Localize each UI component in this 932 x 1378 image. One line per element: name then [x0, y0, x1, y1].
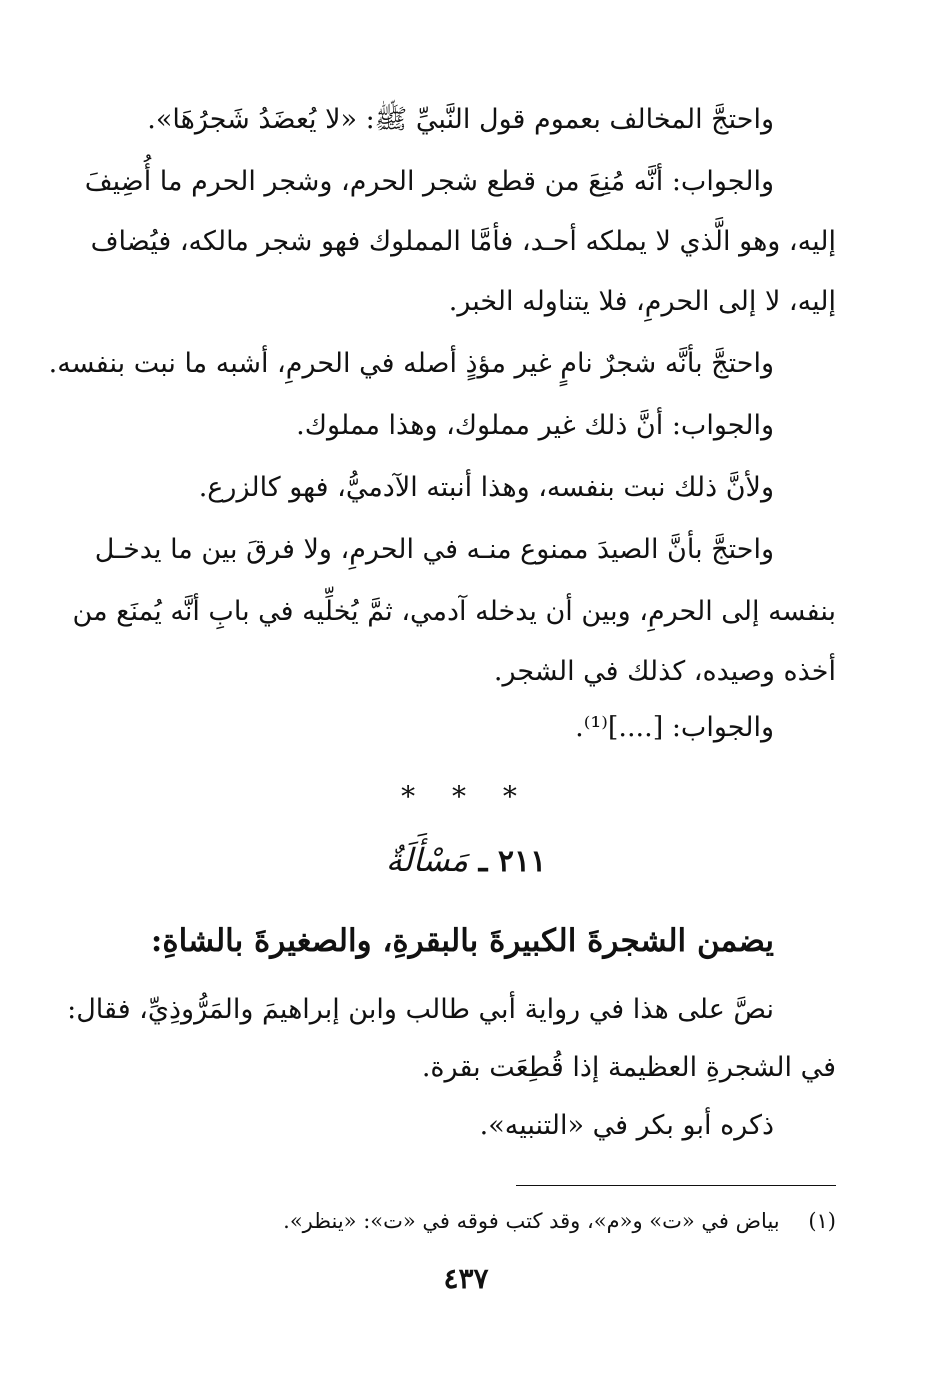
- masala-number: ٢١١ ـ: [478, 844, 547, 879]
- footnote-number: (١): [808, 1209, 836, 1233]
- paragraph-line: والجواب: أنَّه مُنِعَ من قطع شجر الحرم، وشجر الحرم ما أُضِيفَ: [84, 166, 774, 197]
- paragraph-line: واحتجَّ بأنَّ الصيدَ ممنوع منـه في الحرمِ، ولا فرقَ بين ما يدخـل: [94, 534, 774, 565]
- footnote-text: بياض في «ت» و«م»، وقد كتب فوقه في «ت»: «ينظر».: [283, 1209, 780, 1233]
- paragraph-line: واحتجَّ المخالف بعموم قول النَّبيِّ ﷺ: «لا يُعضَدُ شَجرُهَا».: [147, 104, 774, 135]
- paragraph-line: ولأنَّ ذلك نبت بنفسه، وهذا أنبته الآدميُّ، فهو كالزرع.: [198, 472, 774, 503]
- paragraph-line: بنفسه إلى الحرمِ، وبين أن يدخله آدمي، ثمَّ يُخلِّيه في بابِ أنَّه يُمنَع من: [72, 596, 836, 627]
- masala-heading: يضمن الشجرةَ الكبيرةَ بالبقرةِ، والصغيرةَ بالشاةِ:: [150, 923, 774, 959]
- paragraph-line: والجواب: أنَّ ذلك غير مملوك، وهذا مملوك.: [296, 410, 774, 441]
- footnote: [126, 1205, 836, 1237]
- footnote-divider: [516, 1185, 836, 1186]
- paragraph-line: واحتجَّ بأنَّه شجرٌ نامٍ غير مؤذٍ أصله في الحرمِ، أشبه ما نبت بنفسه.: [48, 348, 774, 379]
- page-number: ٤٣٧: [443, 1262, 489, 1295]
- masala-word: مَسْأَلَةٌ: [385, 841, 469, 879]
- masala-title: [0, 838, 932, 884]
- paragraph-line: نصَّ على هذا في رواية أبي طالب وابن إبراهيمَ والمَرُّوذِيِّ، فقال:: [67, 994, 774, 1025]
- paragraph-line: أخذه وصيده، كذلك في الشجر.: [493, 656, 836, 687]
- paragraph-line: إليه، لا إلى الحرمِ، فلا يتناوله الخبر.: [448, 286, 836, 317]
- paragraph-line: والجواب: [....]⁽¹⁾.: [575, 712, 774, 743]
- section-separator: * * *: [401, 780, 531, 813]
- paragraph-line: في الشجرةِ العظيمة إذا قُطِعَت بقرة.: [421, 1052, 836, 1083]
- paragraph-line: إليه، وهو الَّذي لا يملكه أحـد، فأمَّا المملوك فهو شجر مالكه، فيُضاف: [90, 226, 836, 257]
- paragraph-line: ذكره أبو بكر في «التنبيه».: [479, 1110, 774, 1141]
